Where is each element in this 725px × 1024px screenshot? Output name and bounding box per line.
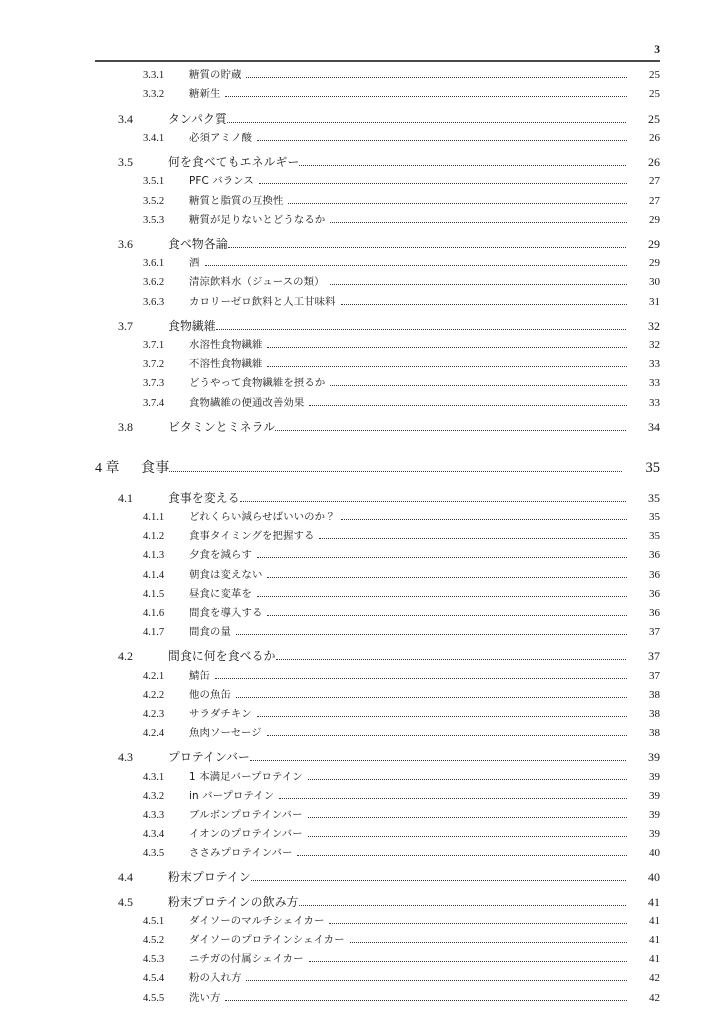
toc-entry[interactable] [95, 508, 660, 527]
toc-entry-page: 32 [649, 339, 660, 352]
toc-entry-page: 36 [649, 549, 660, 562]
toc-entry[interactable] [95, 317, 660, 336]
toc-entry-number: 4.1.1 [143, 512, 165, 524]
toc-entry-page: 32 [648, 319, 660, 334]
toc-entry-title: タンパク質 [168, 111, 227, 126]
toc-entry-title: 朝食は変えない [189, 568, 263, 581]
toc-entry-title: 何を食べてもエネルギー [168, 155, 300, 170]
toc-dot-leader [225, 96, 627, 97]
toc-entry-title: サラダチキン [189, 707, 252, 720]
toc-entry-page: 39 [648, 750, 660, 765]
toc-entry-title: 昼食に変革を [189, 587, 252, 600]
toc-entry-number: 4.2.4 [143, 727, 165, 739]
toc-entry-page: 33 [649, 377, 660, 390]
toc-entry[interactable] [95, 394, 660, 413]
toc-entry-number: 4.5.1 [143, 916, 165, 928]
toc-entry-page: 35 [649, 511, 660, 524]
toc-entry-number: 4 章 [95, 461, 120, 477]
toc-entry-page: 41 [649, 915, 660, 928]
toc-dot-leader [267, 366, 627, 367]
toc-entry-page: 25 [648, 111, 660, 126]
toc-entry-number: 3.3.2 [143, 89, 165, 101]
toc-entry-page: 33 [649, 358, 660, 371]
toc-entry-number: 4.3.4 [143, 828, 165, 840]
toc-entry-number: 4.3.3 [143, 809, 165, 821]
toc-entry[interactable] [95, 912, 660, 931]
toc-dot-leader [329, 923, 627, 924]
toc-entry-number: 4.1 [118, 491, 133, 506]
toc-dot-leader [267, 347, 627, 348]
toc-entry[interactable] [95, 374, 660, 393]
toc-dot-leader [257, 557, 627, 558]
toc-entry-number: 3.3.1 [143, 70, 165, 81]
toc-dot-leader [251, 880, 626, 881]
toc-entry-page: 29 [649, 257, 660, 270]
toc-dot-leader [309, 961, 627, 962]
toc-entry-title: 酒 [189, 257, 200, 270]
toc-entry-number: 4.1.4 [143, 569, 165, 581]
toc-entry-page: 41 [648, 895, 660, 910]
running-header [95, 36, 660, 62]
toc-dot-leader [227, 122, 626, 123]
toc-entry[interactable] [95, 85, 660, 104]
toc-entry-page: 37 [648, 649, 660, 664]
toc-entry[interactable] [95, 110, 660, 129]
toc-entry-number: 4.5.5 [143, 992, 165, 1004]
toc-entry[interactable] [95, 931, 660, 950]
toc-entry-title: 清涼飲料水（ジュースの類） [189, 276, 325, 289]
toc-entry-page: 40 [648, 870, 660, 885]
toc-entry-number: 4.1.6 [143, 607, 165, 619]
toc-entry[interactable] [95, 527, 660, 546]
toc-entry-title: ダイソーのマルチシェイカー [189, 915, 325, 928]
toc-entry-number: 4.2.3 [143, 708, 165, 720]
toc-entry-number: 4.3.5 [143, 847, 165, 859]
toc-entry-title: PFC バランス [189, 175, 254, 188]
toc-entry-page: 26 [648, 155, 660, 170]
toc-entry[interactable] [95, 129, 660, 148]
toc-entry[interactable] [95, 787, 660, 806]
toc-dot-leader [308, 817, 627, 818]
toc-entry[interactable] [95, 623, 660, 642]
toc-entry-number: 3.7 [118, 319, 133, 334]
toc-entry-number: 3.5.3 [143, 214, 165, 226]
toc-entry[interactable] [95, 868, 660, 887]
toc-entry[interactable] [95, 254, 660, 273]
toc-entry-title: 食物繊維 [168, 319, 216, 334]
toc-entry-title: 間食の量 [189, 625, 231, 638]
toc-entry-title: カロリーゼロ飲料と人工甘味料 [189, 295, 336, 308]
toc-entry-page: 34 [648, 420, 660, 435]
toc-dot-leader [276, 659, 626, 660]
toc-dot-leader [228, 247, 626, 248]
toc-entry-page: 36 [649, 606, 660, 619]
toc-entry-page: 33 [649, 396, 660, 409]
toc-entry[interactable] [95, 66, 660, 85]
toc-entry-title: 他の魚缶 [189, 688, 231, 701]
toc-entry-page: 41 [649, 934, 660, 947]
toc-entry-number: 4.5.4 [143, 973, 165, 985]
toc-dot-leader [246, 980, 627, 981]
toc-dot-leader [341, 304, 627, 305]
toc-dot-leader [215, 678, 627, 679]
toc-dot-leader [350, 942, 627, 943]
toc-entry-page: 25 [649, 88, 660, 101]
toc-entry-number: 4.1.5 [143, 588, 165, 600]
toc-entry-page: 35 [649, 530, 660, 543]
toc-entry[interactable] [95, 192, 660, 211]
toc-entry-page: 36 [649, 568, 660, 581]
toc-entry-number: 4.4 [118, 870, 133, 885]
toc-entry[interactable] [95, 172, 660, 191]
toc-entry[interactable] [95, 893, 660, 912]
toc-entry-page: 29 [648, 237, 660, 252]
toc-dot-leader [257, 140, 627, 141]
toc-entry[interactable] [95, 844, 660, 863]
toc-entry-title: どうやって食物繊維を摂るか [189, 377, 326, 390]
toc-entry-number: 3.6 [118, 237, 133, 252]
toc-entry-page: 31 [649, 295, 660, 308]
toc-entry-number: 3.5.1 [143, 176, 165, 188]
toc-entry-title: ささみプロテインバー [189, 846, 293, 859]
toc-entry-number: 4.5.2 [143, 935, 165, 947]
toc-entry-title: 糖質が足りないとどうなるか [189, 213, 326, 226]
toc-dot-leader [288, 203, 627, 204]
toc-entry-title: 必須アミノ酸 [189, 131, 252, 144]
toc-entry[interactable] [95, 667, 660, 686]
toc-entry-title: ニチガの付属シェイカー [189, 953, 304, 966]
toc-entry-number: 3.8 [118, 420, 133, 435]
toc-entry-number: 3.4.1 [143, 132, 165, 144]
toc-entry-number: 4.1.7 [143, 626, 165, 638]
toc-entry[interactable] [95, 969, 660, 988]
toc-entry-title: 食事を変える [168, 491, 240, 506]
toc-entry[interactable] [95, 647, 660, 666]
toc-entry-number: 4.5 [118, 895, 133, 910]
toc-dot-leader [308, 779, 627, 780]
toc-entry-page: 27 [649, 175, 660, 188]
toc-entry-number: 3.6.3 [143, 296, 165, 308]
toc-entry[interactable] [95, 585, 660, 604]
toc-entry-number: 3.7.1 [143, 340, 165, 352]
toc-entry-title: ブルボンプロテインバー [189, 808, 303, 821]
toc-dot-leader [279, 798, 627, 799]
toc-entry-number: 3.5.2 [143, 195, 165, 207]
toc-entry-title: イオンのプロテインバー [189, 827, 303, 840]
toc-entry-page: 39 [649, 827, 660, 840]
toc-entry-page: 35 [645, 460, 660, 477]
toc-entry-title: 食べ物各論 [168, 237, 228, 252]
toc-entry-title: 夕食を減らす [189, 549, 252, 562]
toc-entry-title: 食事タイミングを把握する [189, 530, 315, 543]
toc-entry[interactable] [95, 489, 660, 508]
toc-entry-page: 39 [649, 770, 660, 783]
toc-entry-number: 3.6.2 [143, 277, 165, 289]
toc-dot-leader [240, 501, 626, 502]
toc-entry-number: 4.1.2 [143, 531, 165, 543]
toc-entry-number: 3.7.3 [143, 378, 165, 390]
toc-dot-leader [330, 385, 627, 386]
toc-entry-page: 29 [649, 213, 660, 226]
toc-entry-number: 4.1.3 [143, 550, 165, 562]
toc-entry-title: 粉末プロテイン [168, 870, 251, 885]
toc-entry-page: 38 [649, 726, 660, 739]
toc-entry-title: ダイソーのプロテインシェイカー [189, 934, 345, 947]
toc-entry[interactable] [95, 768, 660, 787]
toc-entry-number: 3.6.1 [143, 258, 165, 270]
toc-entry-title: 糖質と脂質の互換性 [189, 194, 284, 207]
toc-entry[interactable] [95, 457, 660, 480]
toc-entry[interactable] [95, 806, 660, 825]
toc-entry[interactable] [95, 566, 660, 585]
toc-entry-page: 37 [649, 669, 660, 682]
toc-entry-title: 糖質の貯蔵 [189, 69, 242, 81]
toc-dot-leader [169, 471, 622, 472]
toc-entry-title: 粉末プロテインの飲み方 [168, 895, 299, 910]
toc-entry[interactable] [95, 705, 660, 724]
toc-dot-leader [330, 284, 627, 285]
toc-entry[interactable] [95, 748, 660, 767]
toc-dot-leader [309, 405, 627, 406]
toc-entry-number: 3.5 [118, 155, 133, 170]
toc-entry-number: 3.4 [118, 111, 133, 126]
toc-dot-leader [246, 77, 627, 78]
toc-entry-title: 1 本満足バープロテイン [189, 770, 303, 783]
toc-entry[interactable] [95, 293, 660, 312]
toc-entry-page: 38 [649, 688, 660, 701]
toc-entry-title: 洗い方 [189, 991, 221, 1004]
toc-entry[interactable] [95, 273, 660, 292]
toc-dot-leader [236, 697, 627, 698]
toc-entry-title: 食事 [141, 460, 170, 477]
toc-entry[interactable] [95, 355, 660, 374]
toc-entry-page: 26 [649, 131, 660, 144]
toc-dot-leader [299, 165, 626, 166]
toc-entry-title: 不溶性食物繊維 [189, 358, 263, 371]
toc-entry[interactable] [95, 604, 660, 623]
toc-entry-number: 4.3.1 [143, 771, 165, 783]
toc-dot-leader [275, 430, 626, 431]
toc-entry-number: 4.3 [118, 750, 133, 765]
toc-entry-number: 3.7.4 [143, 397, 165, 409]
toc-entry-title: in バープロテイン [189, 789, 275, 802]
toc-entry-title: 間食を導入する [189, 606, 263, 619]
toc-entry-title: 魚肉ソーセージ [189, 726, 262, 739]
toc-spacer [95, 480, 660, 489]
toc-entry-page: 36 [649, 587, 660, 600]
toc-entry-page: 25 [649, 69, 660, 81]
toc-dot-leader [308, 836, 627, 837]
toc-entry-title: 粉の入れ方 [189, 972, 242, 985]
toc-entry-page: 38 [649, 707, 660, 720]
table-of-contents [95, 66, 660, 1008]
toc-dot-leader [341, 519, 627, 520]
header-rule [95, 60, 660, 62]
toc-entry-page: 42 [649, 972, 660, 985]
toc-dot-leader [267, 615, 627, 616]
toc-entry[interactable] [95, 950, 660, 969]
toc-entry-page: 42 [649, 991, 660, 1004]
toc-dot-leader [267, 735, 627, 736]
toc-dot-leader [319, 538, 627, 539]
toc-entry-page: 35 [648, 491, 660, 506]
toc-dot-leader [299, 905, 626, 906]
toc-entry-page: 30 [649, 276, 660, 289]
toc-dot-leader [250, 760, 626, 761]
toc-dot-leader [267, 577, 627, 578]
toc-dot-leader [330, 222, 627, 223]
toc-entry[interactable] [95, 546, 660, 565]
toc-entry-title: 鯖缶 [189, 669, 210, 682]
toc-entry-title: ビタミンとミネラル [168, 420, 276, 435]
toc-dot-leader [257, 596, 627, 597]
toc-entry-number: 3.7.2 [143, 359, 165, 371]
toc-entry[interactable] [95, 235, 660, 254]
toc-entry-title: 食物繊維の便通改善効果 [189, 396, 305, 409]
toc-entry-number: 4.2.1 [143, 670, 165, 682]
toc-entry[interactable] [95, 211, 660, 230]
toc-entry-title: 糖新生 [189, 88, 221, 101]
toc-dot-leader [205, 265, 628, 266]
toc-spacer [95, 437, 660, 457]
toc-entry-title: 間食に何を食べるか [168, 649, 276, 664]
toc-entry-title: どれくらい減らせばいいのか？ [189, 511, 336, 524]
toc-entry[interactable] [95, 724, 660, 743]
toc-entry[interactable] [95, 336, 660, 355]
toc-dot-leader [257, 716, 627, 717]
toc-entry[interactable] [95, 825, 660, 844]
toc-entry-title: 水溶性食物繊維 [189, 339, 263, 352]
toc-dot-leader [259, 183, 627, 184]
toc-dot-leader [216, 329, 626, 330]
toc-entry-page: 39 [649, 808, 660, 821]
toc-entry-page: 27 [649, 194, 660, 207]
toc-entry-number: 4.2 [118, 649, 133, 664]
toc-dot-leader [297, 855, 627, 856]
toc-entry[interactable] [95, 418, 660, 437]
toc-entry[interactable] [95, 686, 660, 705]
toc-entry-page: 41 [649, 953, 660, 966]
toc-dot-leader [236, 634, 627, 635]
toc-entry-number: 4.2.2 [143, 689, 165, 701]
toc-entry-page: 40 [649, 846, 660, 859]
toc-dot-leader [225, 1000, 627, 1001]
toc-entry-title: プロテインバー [168, 750, 250, 765]
toc-entry[interactable] [95, 153, 660, 172]
toc-entry-number: 4.3.2 [143, 790, 165, 802]
toc-entry[interactable] [95, 989, 660, 1008]
toc-entry-page: 39 [649, 789, 660, 802]
toc-entry-number: 4.5.3 [143, 954, 165, 966]
toc-entry-page: 37 [649, 625, 660, 638]
page-number: 3 [654, 43, 660, 56]
